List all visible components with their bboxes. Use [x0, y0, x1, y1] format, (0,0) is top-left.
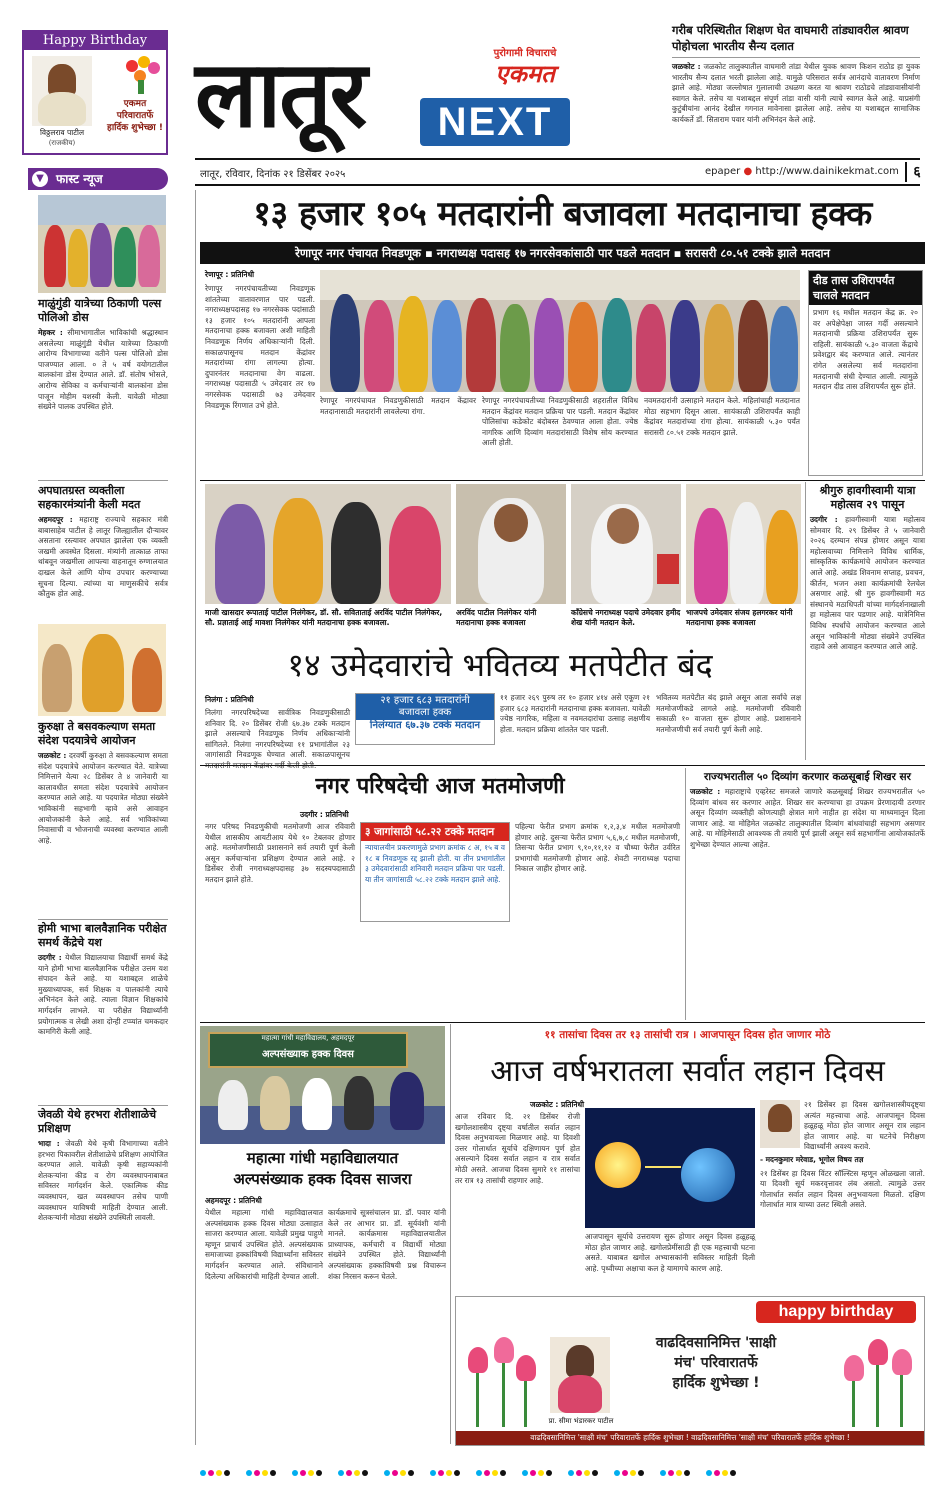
photo-polio-drive [38, 195, 166, 293]
fast-news-item-5: जेवळी येथे हरभरा शेतीशाळेचे प्रशिक्षण भादा : जेवळी येथे कृषी विभागाच्या वतीने हरभरा पिकावरील शेतीशाळेचे प्रशिक्षण आयोजित करण्यात आले. यावेळी कृषी सहाय्यकांनी शेतकऱ्यांना कीड व रोग व्यवस्थापनाबाबत सविस्तर मार्गदर्शन केले. एकात्मिक कीड व्यवस्थापन, खत व्यवस्थापन तसेच पाणी व्यवस्थापन याविषयी माहिती देण्यात आली. शेतकऱ्यांनी मोठ्या संख्येने उपस्थिती लावली. [38, 1108, 168, 1223]
flower-bouquet-image [122, 56, 162, 94]
fast-news-item-2: अपघातग्रस्त व्यक्तीला सहकारमंत्र्यांनी केली मदत अहमदपूर : महाराष्ट्र राज्याचे सहकार मंत्री बाबासाहेब पाटील हे लातूर जिल्ह्यातील दौऱ्यावर असताना रस्त्यावर अपघात झालेला एक व्यक्ती जखमी अवस्थेत दिसला. मंत्र्यांनी तात्काळ ताफा थांबवून जखमीला आपल्या वाहनातून रुग्णालयात दाखल केले आणि योग्य उपचार करण्याच्या सूचना दिल्या. त्यांच्या या माणुसकीचे सर्वत्र कौतुक होत आहे. [38, 484, 168, 599]
birthday-person-role: (राजकीय) [48, 139, 76, 147]
registration-dot [584, 1470, 590, 1476]
photo-saints [38, 624, 166, 716]
expert-portrait [760, 1100, 800, 1148]
masthead-logo: पुरोगामी विचाराचे एकमत [493, 48, 557, 88]
tulip-flowers-left [460, 1337, 540, 1427]
registration-dot [454, 1470, 460, 1476]
birthday-ad-bottom [455, 1296, 925, 1446]
registration-dot [614, 1470, 620, 1476]
registration-dot [522, 1470, 528, 1476]
registration-dot [668, 1470, 674, 1476]
print-color-bar [60, 1462, 890, 1482]
nilanga-highlight-box: २१ हजार ६८३ मतदारांनी बजावला हक्क निलंग्यात ६७.३७ टक्के मतदान [355, 693, 495, 745]
lead-headline: १३ हजार १०५ मतदारांनी बजावला मतदानाचा हक्क [253, 194, 872, 234]
chevron-down-icon: ▼ [32, 171, 48, 187]
registration-dot [338, 1470, 344, 1476]
registration-dot [354, 1470, 360, 1476]
college-byline: अहमदपूर : प्रतिनिधी [205, 1196, 262, 1205]
caption-sanjay-halgarkar: भाजपचे उमेदवार संजय हलगरकर यांनी मतदानाचा हक्क बजावला [686, 608, 793, 627]
lead-col4: नवमतदारांनी उत्साहाने मतदान केले. महिलांचाही मतदानात मोठा सहभाग दिसून आला. सायंकाळी उशिरापर्यंत काही केंद्रांवर मतदारांच्या रांगा होत्या. सायंकाळी ५.३० पर्यंत सरासरी ८०.५१ टक्के मतदान झाले. [644, 396, 800, 437]
registration-dot [568, 1470, 574, 1476]
nilanga-byline: निलंगा : प्रतिनिधी [205, 695, 254, 704]
registration-dot [200, 1470, 206, 1476]
count-byline: उदगीर : प्रतिनिधी [300, 810, 349, 819]
registration-dot [408, 1470, 414, 1476]
birthday-footer-strip: वाढदिवसानिमित्त 'साक्षी मंच' परिवारातर्फे हार्दिक शुभेच्छा ! वाढदिवसानिमित्त 'साक्षी मंच' परिवारातर्फे हार्दिक शुभेच्छा ! [456, 1431, 924, 1445]
nilanga-col2: ११ हजार २६९ पुरुष तर १० हजार ४१४ असे एकूण २१ हजार ६८३ मतदारांनी मतदानाचा हक्क बजावला. यावेळी ज्येष्ठ नागरिक, महिला व नवमतदारांचा उत्साह लक्षणीय होता. मतदान प्रक्रिया शांततेत पार पडली. [500, 693, 650, 734]
epaper-icon: ● [743, 166, 753, 177]
registration-dot [546, 1470, 552, 1476]
registration-dot [530, 1470, 536, 1476]
college-body: येथील महात्मा गांधी महाविद्यालयात अल्पसंख्याक हक्क दिवस मोठ्या उत्साहात साजरा करण्यात आला. यावेळी प्रमुख पाहुणे म्हणून प्राचार्य उपस्थित होते. अल्पसंख्याक समाजाच्या हक्कांविषयी विद्यार्थ्यांना सविस्तर मार्गदर्शन करण्यात आले. संविधानाने दिलेल्या अधिकारांची माहिती देण्यात आली. [205, 1208, 323, 1281]
late-voting-box: दीड तास उशिरापर्यंत चालले मतदान प्रभाग १६ मधील मतदान केंद्र क्र. २० वर अपेक्षेपेक्षा जास्त गर्दी असल्याने मतदानाची प्रक्रिया उशिरापर्यंत सुरू राहिली. सायंकाळी ५.३० वाजता केंद्राचे प्रवेशद्वार बंद करण्यात आले. त्यानंतर रांगेत असलेल्या सर्व मतदारांना मतदानाची संधी देण्यात आली. त्यामुळे मतदान दीड तास उशिरापर्यंत सुरू होते. [808, 270, 923, 476]
fast-news-item-4: होमी भाभा बालवैज्ञानिक परीक्षेत समर्थ केंद्रेचे यश उदगीर : येथील विद्यालयाचा विद्यार्थी समर्थ केंद्रे याने होमी भाभा बालवैज्ञानिक परीक्षेत उत्तम यश संपादन केले आहे. या यशाबद्दल शाळेचे मुख्याध्यापक, सर्व शिक्षक व पालकांनी त्याचे अभिनंदन केले आहे. त्याला विज्ञान शिक्षकांचे मार्गदर्शन लाभले. या परीक्षेत विद्यार्थ्यांनी प्रयोगात्मक व लेखी अशा दोन्ही टप्प्यांत चमकदार कामगिरी केली आहे. [38, 922, 168, 1037]
photo-college-event: महात्मा गांधी महाविद्यालय, अहमदपूर अल्पसंख्याक हक्क दिवस [200, 1026, 445, 1144]
registration-dot [392, 1470, 398, 1476]
count-col2: पहिल्या फेरीत प्रभाग क्रमांक १,२,३,४ मधील मतमोजणी होणार आहे. दुसऱ्या फेरीत प्रभाग ५,६,७,८ मधील मतमोजणी, तिसऱ्या फेरीत प्रभाग ९,१०,११,१२ व चौथ्या फेरीत उर्वरित प्रभागांची मतमोजणी होणार आहे. शेवटी नगराध्यक्ष पदाचा निकाल जाहीर होणार आहे. [515, 822, 680, 874]
masthead-next-logo: NEXT [420, 98, 570, 146]
shortest-day-col2: आजपासून सूर्याचे उत्तरायण सुरू होणार असून दिवस हळूहळू मोठा होत जाणार आहे. खगोलप्रेमींसाठी ही एक महत्त्वाची घटना असते. याबाबत खगोल अभ्यासकांनी सविस्तर माहिती दिली आहे. पृथ्वीच्या अक्षाचा कल हे यामागचे कारण आहे. [585, 1232, 755, 1273]
photo-sanjay-halgarkar [686, 484, 801, 604]
birthday-bottom-caption: प्रा. सीमा भंडारकर पाटील [548, 1417, 614, 1425]
registration-dot [346, 1470, 352, 1476]
count-body: नगर परिषद निवडणुकीची मतमोजणी आज रविवारी येथील शासकीय आयटीआय येथे १० टेबलवर होणार आहे. मतमोजणीसाठी प्रशासनाने सर्व तयारी पूर्ण केली असून कर्मचाऱ्यांना प्रशिक्षण देण्यात आले आहे. २ डिसेंबर रोजी नगराध्यक्षपदासह ३७ सदस्यपदासाठी मतदान झाले होते. [205, 822, 355, 884]
nilanga-headline: १४ उमेदवारांचे भवितव्य मतपेटीत बंद [287, 646, 713, 684]
caption-hamid-shaikh: काँग्रेसचे नगराध्यक्ष पदाचे उमेदवार हमीद शेख यांनी मतदान केले. [571, 608, 681, 627]
registration-dot [730, 1470, 736, 1476]
shortest-day-byline: जळकोट : प्रतिनिधी [530, 1100, 585, 1109]
registration-dot [660, 1470, 666, 1476]
registration-dot [216, 1470, 222, 1476]
registration-dot [438, 1470, 444, 1476]
registration-dot [484, 1470, 490, 1476]
registration-dot [592, 1470, 598, 1476]
shortest-day-headline: आज वर्षभरातला सर्वांत लहान दिवस [490, 1054, 885, 1089]
lead-col2: रेणापूर नगरपंचायत निवडणुकीसाठी मतदान केंद्रावर मतदानासाठी मतदारांनी लावलेल्या रांगा. [320, 396, 476, 416]
birthday-bottom-header: happy birthday [756, 1301, 916, 1323]
registration-dot [246, 1470, 252, 1476]
masthead-title: लातूर [195, 41, 366, 148]
lead-subhead: रेणापूर नगर पंचायत निवडणूक ▪ नगराध्यक्ष पदासह १७ नगरसेवकांसाठी पार पडले मतदान ▪ सरासरी ८०.५१ टक्के झाले मतदान [200, 242, 925, 264]
registration-dot [630, 1470, 636, 1476]
caption-arvind-patil: अरविंद पाटील निलंगेकर यांनी मतदानाचा हक्क बजावला [456, 608, 537, 627]
top-right-body: जळकोट तालुक्यातील वाघमारी तांडा येथील युवक श्रावण किशन राठोड हा युवक भारतीय सैन्य दलात भरती झालेला आहे. यामुळे परिसरात सर्वत्र आनंदाचे वातावरण निर्माण झाले आहे. मोठ्या जल्लोषात गुलालाची उधळण करत या श्रावण राठोडचे तांड्यावासीयांनी स्वागत केले. तसेच या यशाबद्दल संपूर्ण तांडा वासी यांनी त्याचे स्वागत केले आहे. याप्रसंगी कुटुंबीयांना आनंद देखील गगनात मावेनासा झालेला आहे. तसेच या यशाबद्दल सामाजिक कार्यकर्ते डॉ. सिताराम पवार यांनी अभिनंदन केले आहे. [672, 62, 920, 124]
registration-dot [300, 1470, 306, 1476]
count-headline: नगर परिषदेची आज मतमोजणी [315, 774, 565, 799]
sun-diagram-image [585, 1108, 755, 1228]
lead-col3: रेणापूर नगरपंचायतीच्या निवडणुकीसाठी शहरातील विविध मतदान केंद्रांवर मतदान प्रक्रिया पार पडली. मतदान केंद्रांवर पोलिसांचा कडेकोट बंदोबस्त ठेवण्यात आला होता. ज्येष्ठ नागरिक आणि दिव्यांग मतदारांसाठी विशेष सोय करण्यात आली होती. [482, 396, 638, 448]
registration-dot [208, 1470, 214, 1476]
registration-dot [400, 1470, 406, 1476]
shortest-day-quote: २१ डिसेंबर हा दिवस खगोलशास्त्रीयदृष्ट्या अत्यंत महत्त्वाचा आहे. आजपासून दिवस हळूहळू मोठा होत जाणार असून रात्र लहान होत जाणार आहे. या घटनेचे निरीक्षण विद्यार्थ्यांनी अवश्य करावे. - मदनकुमार मरेवाड, भूगोल विषय तज्ञ २१ डिसेंबर हा दिवस विंटर सॉल्स्टिस म्हणून ओळखला जातो. या दिवशी सूर्य मकरवृत्तावर लंब असतो. त्यामुळे उत्तर गोलार्धात सर्वात लहान दिवस अनुभवायला मिळतो. दक्षिण गोलार्धात मात्र याच्या उलट स्थिती असते. [760, 1100, 925, 1210]
shortest-day-kicker: ११ तासांचा दिवस तर १३ तासांची रात्र । आजपासून दिवस होत जाणार मोठे [544, 1029, 831, 1041]
birthday-portrait [32, 56, 92, 126]
registration-dot [446, 1470, 452, 1476]
lead-byline: रेणापूर : प्रतिनिधी [205, 270, 255, 279]
top-right-story: गरीब परिस्थितीत शिक्षण घेत वाघमारी तांड्यावरील श्रावण पोहोचला भारतीय सैन्य दलात जळकोट : जळकोट तालुक्यातील वाघमारी तांडा येथील युवक श्रावण किशन राठोड हा युवक भारतीय सैन्य दलात भरती झालेला आहे. यामुळे परिसरात सर्वत्र आनंदाचे वातावरण निर्माण झाले आहे. मोठ्या जल्लोषात गुलालाची उधळण करत या श्रावण राठोडचे तांड्यावासीयांनी स्वागत केले. तसेच या यशाबद्दल संपूर्ण तांडा वासी यांनी त्याचे स्वागत केले आहे. याप्रसंगी कुटुंबीयांना आनंद देखील गगनात मावेनासा झालेला आहे. तसेच या यशाबद्दल सामाजिक कार्यकर्ते डॉ. सिताराम पवार यांनी अभिनंदन केले आहे. [672, 23, 920, 124]
fast-news-item-1: माळुंगुंडी यात्रेच्या ठिकाणी पल्स पोलिओ डोस मेहकर : सीमाभागातील भाविकांची श्रद्धास्थान असलेल्या माळुंगुंडी येथील यात्रेच्या ठिकाणी आरोग्य विभागाच्या वतीने पल्स पोलिओ डोस पाजण्यात आला. ० ते ५ वर्ष वयोगटातील बालकांना डोस देण्यात आले. डॉ. संतोष भोसले, आरोग्य सेविका व कर्मचाऱ्यांनी बालकांना डोस पाजून मोहीम यशस्वी केली. यावेळी मोठ्या संख्येने पालक उपस्थित होते. [38, 297, 168, 412]
registration-dot [262, 1470, 268, 1476]
birthday-ad-top [22, 30, 168, 155]
fast-news-header: ▼ फास्ट न्यूज [28, 168, 168, 190]
lead-body: रेणापूर नगरपंचायतीच्या निवडणूक शांततेच्या वातावरणात पार पडली. नगराध्यक्षपदासह १७ नगरसेवक पदांसाठी १३ हजार १०५ मतदारांनी आपला मतदानाचा हक्क बजावला अशी माहिती निवडणूक निर्णय अधिकाऱ्यांनी दिली. सकाळपासूनच मतदान केंद्रांवर मतदारांच्या रांगा लागल्या होत्या. दुपारनंतर मतदानाचा वेग वाढला. नगराध्यक्ष पदासाठी ५ उमेदवार तर १७ नगरसेवक पदासाठी ७३ उमेदवार निवडणूक रिंगणात उभे होते. [205, 284, 315, 410]
registration-dot [714, 1470, 720, 1476]
birthday-bottom-portrait [550, 1337, 610, 1413]
epaper-link[interactable]: epaper ● http://www.dainikekmat.com [705, 166, 899, 177]
photo-hamid-shaikh [571, 484, 681, 604]
dateline: लातूर, रविवार, दिनांक २१ डिसेंबर २०२५ [200, 169, 346, 180]
count-highlight-box: ३ जागांसाठी ५८.२२ टक्के मतदान न्यायालयीन प्रकरणामुळे प्रभाग क्रमांक ८ अ, १५ ब व १८ ब निवडणूक रद्द झाली होती. या तीन प्रभागांतील ३ उमेदवारांसाठी शनिवारी मतदान प्रक्रिया पार पडली. या तीन जागांसाठी ५८.२२ टक्के मतदान झाले आहे. [360, 822, 510, 922]
top-right-headline: गरीब परिस्थितीत शिक्षण घेत वाघमारी तांड्यावरील श्रावण पोहोचला भारतीय सैन्य दलात [672, 22, 920, 58]
registration-dot [254, 1470, 260, 1476]
photo-nilangekar-women [205, 484, 451, 604]
registration-dot [538, 1470, 544, 1476]
birthday-wish: एकमत परिवारातर्फे हार्दिक शुभेच्छा ! [107, 99, 163, 133]
registration-dot [676, 1470, 682, 1476]
photo-arvind-patil [456, 484, 566, 604]
registration-dot [308, 1470, 314, 1476]
registration-dot [384, 1470, 390, 1476]
registration-dot [638, 1470, 644, 1476]
haoogi-story: श्रीगुरु हावगीस्वामी यात्रा महोत्सव २९ पासून उदगीर : हावगीस्वामी यात्रा महोत्सव सोमवार दि. २९ डिसेंबर ते ५ जानेवारी २०२६ दरम्यान संपन्न होणार असून यात्रा महोत्सवाच्या निमित्ताने विविध धार्मिक, सांस्कृतिक कार्यक्रमांचे आयोजन करण्यात आले आहे. अखंड शिवनाम सप्ताह, प्रवचन, कीर्तन, भजन अशा कार्यक्रमांची रेलचेल असणार आहे. श्री गुरु हावगीस्वामी मठ संस्थानचे मठाधिपती यांच्या मार्गदर्शनाखाली हा महोत्सव पार पडणार आहे. यात्रेनिमित्त विविध स्पर्धांचे आयोजन करण्यात आले असून भाविकांनी मोठ्या संख्येने उपस्थित राहावे असे आवाहन करण्यात आले आहे. [810, 484, 925, 652]
registration-dot [706, 1470, 712, 1476]
caption-nilangekar-women: माजी खासदार रूपाताई पाटील निलंगेकर, डॉ. सौ. सविताताई अरविंद पाटील निलंगेकर, सौ. प्रज्ञाताई आई मावशा निलंगेकर यांनी मतदानाचा हक्क बजावला. [205, 608, 443, 627]
shortest-day-body: आज रविवार दि. २१ डिसेंबर रोजी खगोलशास्त्रीय दृष्ट्या वर्षातील सर्वात लहान दिवस अनुभवायला मिळणार आहे. या दिवशी उत्तर गोलार्धात सूर्याचे दक्षिणायन पूर्ण होत असल्याने दिवस सर्वात लहान व रात्र सर्वात मोठी असते. आजचा दिवस सुमारे ११ तासांचा तर रात्र १३ तासांची राहणार आहे. [455, 1112, 580, 1185]
registration-dot [722, 1470, 728, 1476]
fast-news-item-3: कुरुक्षा ते बसवकल्याण समता संदेश पदयात्रेचे आयोजन जळकोट : दरवर्षी कुरुक्षा ते बसवकल्याण समता संदेश पदयात्रेचे आयोजन करण्यात येते. यात्रेच्या निमित्ताने येत्या २८ डिसेंबर ते ४ जानेवारी या कालावधीत समता संदेश पदयात्रेचे आयोजन करण्यात आले आहे. या पदयात्रेत मोठ्या संख्येने भाविकांनी सहभागी व्हावे असे आवाहन आयोजकांनी केले आहे. सर्व भाविकांच्या निवासाची व भोजनाची व्यवस्था करण्यात आली आहे. [38, 720, 168, 845]
registration-dot [362, 1470, 368, 1476]
registration-dot [316, 1470, 322, 1476]
birthday-person-name: विठ्ठलराव पाटील [39, 128, 85, 137]
college-headline: महात्मा गांधी महाविद्यालयात अल्पसंख्याक हक्क दिवस साजरा [233, 1149, 412, 1188]
disabled-story: राज्यभरातील ५० दिव्यांग करणार कळसूबाई शिखर सर जळकोट : महाराष्ट्राचे एव्हरेस्ट समजले जाणारे कळसूबाई शिखर राज्यभरातील ५० दिव्यांग बांधव सर करणार आहेत. शिखर सर करण्याचा हा उपक्रम प्रेरणादायी ठरणार असून दिव्यांग व्यक्तीही कोणत्याही क्षेत्रात मागे नाहीत हा संदेश या माध्यमातून दिला जाणार आहे. या मोहिमेत जळकोट तालुक्यातील दिव्यांग बांधवांचाही सहभाग असणार आहे. या मोहिमेसाठी आवश्यक ती तयारी पूर्ण झाली असून सर्व सहभागींना आयोजकांतर्फे शुभेच्छा देण्यात आल्या आहेत. [690, 771, 925, 849]
registration-dot [270, 1470, 276, 1476]
page-number: ६ [905, 162, 927, 182]
nilanga-col3: भवितव्य मतपेटीत बंद झाले असून आता सर्वांचे लक्ष मतमोजणीकडे लागले आहे. मतमोजणी रविवारी सकाळी १० वाजता सुरू होणार आहे. प्रशासनाने मतमोजणीची सर्व तयारी पूर्ण केली आहे. [656, 693, 801, 734]
registration-dot [684, 1470, 690, 1476]
birthday-header: Happy Birthday [24, 32, 166, 50]
registration-dot [292, 1470, 298, 1476]
college-col2: कार्यक्रमाचे सूत्रसंचालन प्रा. डॉ. पवार यांनी केले तर आभार प्रा. डॉ. सूर्यवंशी यांनी मानले. कार्यक्रमास महाविद्यालयातील प्राध्यापक, कर्मचारी व विद्यार्थी मोठ्या संख्येने उपस्थित होते. विद्यार्थ्यांनी अल्पसंख्याक हक्कांविषयी प्रश्न विचारून शंका निरसन करून घेतले. [328, 1208, 446, 1281]
registration-dot [476, 1470, 482, 1476]
registration-dot [622, 1470, 628, 1476]
nilanga-body: निलंगा नगरपरिषदेच्या सार्वत्रिक निवडणुकीसाठी शनिवार दि. २० डिसेंबर रोजी ६७.३७ टक्के मतदान झाले असल्याचे निवडणूक निर्णय अधिकाऱ्यांनी सांगितले. निलंगा नगरपरिषदेच्या ११ प्रभागांतील २३ जागांसाठी निवडणूक घेण्यात आली. सकाळपासूनच [205, 708, 350, 760]
photo-voters-queue [320, 270, 800, 392]
birthday-bottom-wish: वाढदिवसानिमित्त 'साक्षी मंच' परिवारातर्फे हार्दिक शुभेच्छा ! [655, 1335, 777, 1391]
registration-dot [576, 1470, 582, 1476]
tulip-flowers-right [836, 1337, 916, 1427]
registration-dot [500, 1470, 506, 1476]
registration-dot [224, 1470, 230, 1476]
registration-dot [430, 1470, 436, 1476]
registration-dot [492, 1470, 498, 1476]
